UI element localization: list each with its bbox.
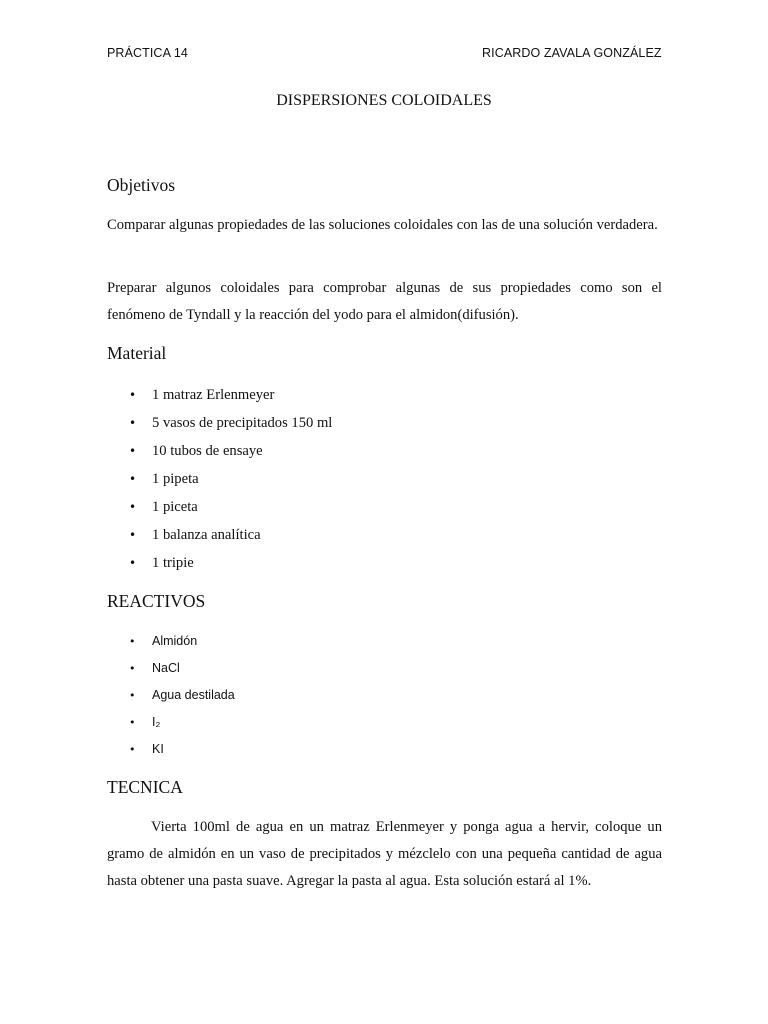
- bullet-icon: •: [129, 635, 136, 648]
- header-author: RICARDO ZAVALA GONZÁLEZ: [482, 46, 662, 60]
- reactivo-item-label: NaCl: [152, 661, 180, 675]
- bullet-icon: •: [129, 416, 137, 430]
- document-title: DISPERSIONES COLOIDALES: [276, 92, 492, 109]
- list-item: [107, 465, 607, 493]
- bullet-icon: •: [129, 388, 137, 402]
- bullet-icon: •: [129, 662, 136, 675]
- reactivo-item-label: KI: [152, 742, 164, 756]
- list-item: [107, 493, 607, 521]
- section-heading-tecnica: TECNICA: [107, 777, 183, 797]
- list-item: [107, 628, 607, 655]
- section-heading-material: Material: [107, 343, 167, 363]
- reactivo-item-label: Agua destilada: [152, 688, 235, 702]
- bullet-icon: •: [129, 500, 137, 514]
- section-heading-reactivos: REACTIVOS: [107, 591, 206, 611]
- list-item: [107, 709, 607, 736]
- material-item-label: 10 tubos de ensaye: [152, 443, 263, 459]
- reactivo-item-label: Almidón: [152, 634, 198, 648]
- bullet-icon: •: [129, 689, 136, 702]
- list-item: [107, 521, 607, 549]
- section-heading-objetivos: Objetivos: [107, 175, 176, 195]
- list-item: [107, 381, 607, 409]
- reactivo-item-label: I₂: [152, 715, 161, 729]
- material-item-label: 1 balanza analítica: [152, 527, 261, 543]
- objetivos-paragraph-1: Comparar algunas propiedades de las soluciones coloidales con las de una solución verdadera.: [107, 217, 658, 233]
- list-item: [107, 682, 607, 709]
- bullet-icon: •: [129, 444, 137, 458]
- tecnica-paragraph: Vierta 100ml de agua en un matraz Erlenmeyer y ponga agua a hervir, coloque un gramo de almidón en un vaso de precipitados y mézclelo con una pequeña cantidad de agua hasta obtener una pasta suave. Agregar la pasta al agua. Esta solución estará al 1%.: [107, 819, 662, 889]
- header-practice-number: PRÁCTICA 14: [107, 46, 188, 60]
- material-item-label: 1 matraz Erlenmeyer: [152, 387, 275, 403]
- list-item: [107, 549, 607, 577]
- reactivos-list: [107, 628, 607, 763]
- bullet-icon: •: [129, 743, 136, 756]
- material-list: [107, 381, 607, 577]
- list-item: [107, 736, 607, 763]
- bullet-icon: •: [129, 556, 137, 570]
- material-item-label: 1 tripie: [152, 555, 194, 571]
- list-item: [107, 409, 607, 437]
- list-item: [107, 655, 607, 682]
- bullet-icon: •: [129, 472, 137, 486]
- bullet-icon: •: [129, 716, 136, 729]
- material-item-label: 5 vasos de precipitados 150 ml: [152, 415, 333, 431]
- material-item-label: 1 piceta: [152, 499, 198, 515]
- list-item: [107, 437, 607, 465]
- material-item-label: 1 pipeta: [152, 471, 199, 487]
- bullet-icon: •: [129, 528, 137, 542]
- objetivos-paragraph-2: Preparar algunos coloidales para comprobar algunas de sus propiedades como son el fenómeno de Tyndall y la reacción del yodo para el almidon(difusión).: [107, 280, 662, 323]
